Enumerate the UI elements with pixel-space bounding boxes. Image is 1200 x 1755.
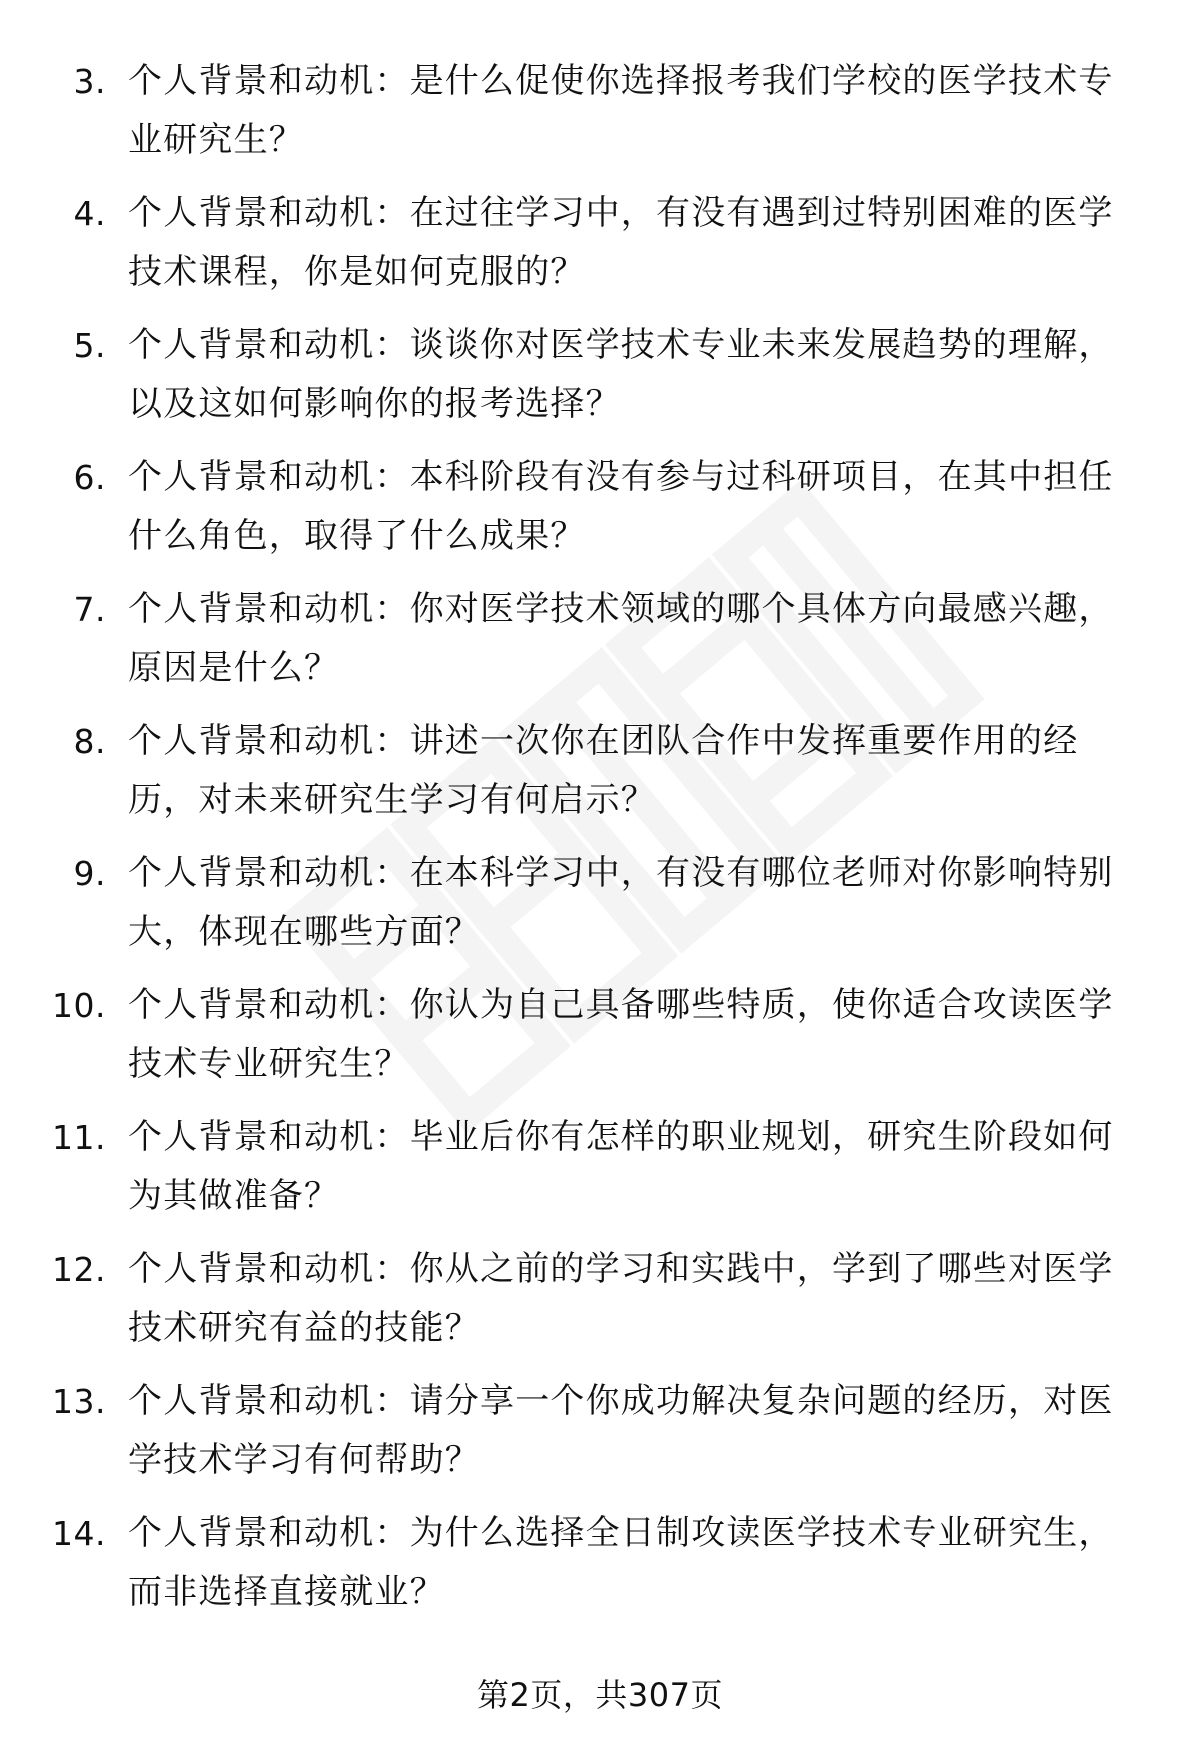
question-text: 个人背景和动机：你从之前的学习和实践中，学到了哪些对医学技术研究有益的技能？ — [128, 1249, 1114, 1348]
question-number: 10. — [52, 986, 106, 1025]
question-text: 个人背景和动机：本科阶段有没有参与过科研项目，在其中担任什么角色，取得了什么成果？ — [128, 457, 1114, 556]
question-number: 3. — [73, 62, 106, 101]
question-item-6 — [0, 448, 1200, 580]
question-number: 9. — [73, 854, 106, 893]
question-text: 个人背景和动机：毕业后你有怎样的职业规划，研究生阶段如何为其做准备？ — [128, 1117, 1114, 1216]
question-text: 个人背景和动机：你对医学技术领域的哪个具体方向最感兴趣，原因是什么？ — [128, 589, 1114, 688]
question-text: 个人背景和动机：谈谈你对医学技术专业未来发展趋势的理解，以及这如何影响你的报考选择？ — [128, 325, 1114, 424]
question-item-3 — [0, 52, 1200, 184]
question-number: 7. — [73, 590, 106, 629]
question-text: 个人背景和动机：在本科学习中，有没有哪位老师对你影响特别大，体现在哪些方面？ — [128, 853, 1114, 952]
question-text: 个人背景和动机：请分享一个你成功解决复杂问题的经历，对医学技术学习有何帮助？ — [128, 1381, 1114, 1480]
question-number: 4. — [73, 194, 106, 233]
question-item-13 — [0, 1372, 1200, 1504]
question-number: 5. — [73, 326, 106, 365]
question-item-12 — [0, 1240, 1200, 1372]
question-item-14 — [0, 1504, 1200, 1636]
question-item-10 — [0, 976, 1200, 1108]
question-number: 13. — [52, 1382, 106, 1421]
question-number: 8. — [73, 722, 106, 761]
question-text: 个人背景和动机：是什么促使你选择报考我们学校的医学技术专业研究生？ — [128, 61, 1114, 160]
question-text: 个人背景和动机：你认为自己具备哪些特质，使你适合攻读医学技术专业研究生？ — [128, 985, 1114, 1084]
question-item-4 — [0, 184, 1200, 316]
question-item-7 — [0, 580, 1200, 712]
question-number: 12. — [52, 1250, 106, 1289]
question-number: 11. — [52, 1118, 106, 1157]
question-item-5 — [0, 316, 1200, 448]
question-list — [0, 52, 1200, 1636]
question-item-9 — [0, 844, 1200, 976]
question-item-8 — [0, 712, 1200, 844]
question-text: 个人背景和动机：在过往学习中，有没有遇到过特别困难的医学技术课程，你是如何克服的？ — [128, 193, 1114, 292]
question-item-11 — [0, 1108, 1200, 1240]
page-indicator: 第2页，共307页 — [477, 1676, 723, 1714]
question-number: 6. — [73, 458, 106, 497]
question-number: 14. — [52, 1514, 106, 1553]
question-text: 个人背景和动机：讲述一次你在团队合作中发挥重要作用的经历，对未来研究生学习有何启示？ — [128, 721, 1079, 820]
question-text: 个人背景和动机：为什么选择全日制攻读医学技术专业研究生，而非选择直接就业？ — [128, 1513, 1114, 1612]
